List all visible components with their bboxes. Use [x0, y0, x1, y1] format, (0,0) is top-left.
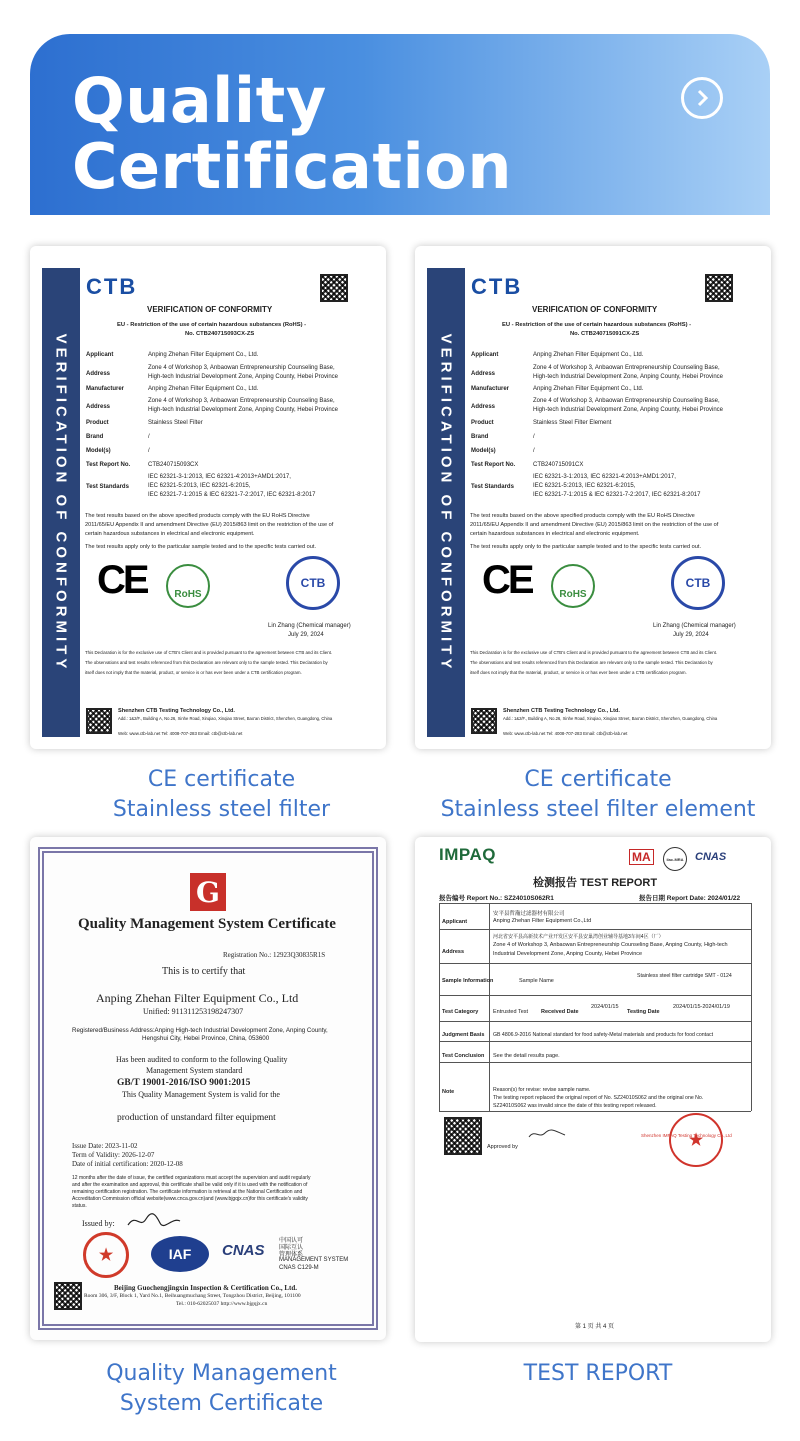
cnas-chinese-1: 中国认可 — [279, 1238, 304, 1244]
valid-for: This Quality Management System is valid for the — [122, 1090, 280, 1099]
doc-number: No. CTB240715093CX-ZS — [185, 331, 255, 337]
ce-certificate-card-2[interactable] — [415, 246, 771, 749]
address-line-2: Industrial Development Zone, Anping County, Hebei Province — [493, 951, 643, 957]
applicant-value: Anping Zhehan Filter Equipment Co., Ltd. — [533, 352, 644, 358]
applicant-value: Anping Zhehan Filter Equipment Co., Ltd. — [148, 352, 259, 358]
doc-number: No. CTB240715091CX-ZS — [570, 331, 640, 337]
product-label: Product — [471, 420, 494, 426]
banner-title — [72, 64, 512, 203]
certification-logo-icon: G — [190, 873, 226, 911]
report-seal-icon: ★ — [669, 1113, 723, 1167]
side-banner — [427, 268, 465, 737]
applicant-label: Applicant — [442, 919, 468, 925]
address-line-1: Zone 4 of Workshop 3, Anbaowan Entrepreneurship Counseling Base, — [148, 398, 335, 404]
qr-code-icon — [444, 1117, 482, 1155]
manufacturer-label: Manufacturer — [86, 386, 125, 392]
ctb-logo: CTB — [86, 274, 138, 299]
address-label: Address — [442, 949, 465, 955]
received-label: Received Date — [541, 1009, 579, 1015]
manufacturer-value: Anping Zhehan Filter Equipment Co., Ltd. — [533, 386, 644, 392]
qr-code-icon — [705, 274, 733, 302]
ilac-mra-badge-icon: ilac-MRA — [663, 847, 687, 871]
red-seal-icon: ★ — [83, 1232, 129, 1278]
model-value: / — [533, 448, 535, 454]
result-line-2: 2011/65/EU Appendix II and amendment Directive (EU) 2015/863 limit on the restriction of the use of — [470, 522, 719, 528]
ce-caption-2 — [413, 765, 783, 825]
table-row-divider — [439, 903, 751, 904]
applicant-value: Anping Zhehan Filter Equipment Co.,Ltd — [493, 918, 592, 924]
standards-line-1: IEC 62321-3-1:2013, IEC 62321-4:2013+AMD1:2017, — [148, 474, 291, 480]
standards-line-2: IEC 62321-5:2013, IEC 62321-6:2015, — [533, 483, 636, 489]
seal-caption: Shenzhen IMPAQ Testing Technology Co.,Ltd — [641, 1133, 732, 1138]
side-banner-text: VERIFICATION OF CONFORMITY — [52, 333, 70, 672]
unified-code: Unified: 911311253198247307 — [143, 1007, 244, 1016]
brand-label: Brand — [86, 434, 104, 440]
chevron-right-circle-icon[interactable] — [681, 77, 723, 119]
address-line-1: Zone 4 of Workshop 3, Anbaowan Entrepreneurship Counseling Base, — [148, 365, 335, 371]
qr-code-icon — [320, 274, 348, 302]
page-number: 第 1 页 共 4 页 — [575, 1324, 615, 1330]
iaf-logo-icon: IAF — [151, 1236, 209, 1272]
signature-icon — [527, 1127, 567, 1141]
table-row-divider — [439, 1041, 751, 1042]
report-label: Test Report No. — [86, 462, 131, 468]
side-banner-text: VERIFICATION OF CONFORMITY — [437, 333, 455, 672]
table-row-divider — [439, 995, 751, 996]
ctb-logo: CTB — [471, 274, 523, 299]
declaration-line-2: The observations and test results referenced from this Declaration are relevant only to the sample tested. This Declaration by — [85, 660, 328, 665]
address-line-1: Zone 4 of Workshop 3, Anbaowan Entrepreneurship Counseling Base, Anping County, High-tech — [493, 942, 728, 948]
address-line-2: High-tech Industrial Development Zone, Anping County, Hebei Province — [148, 374, 338, 380]
issue-date: Issue Date: 2023-11-02 — [72, 1142, 138, 1150]
report-date: 报告日期 Report Date: 2024/01/22 — [639, 895, 741, 902]
banner-title-line-1: Quality — [72, 64, 327, 137]
standards-label: Test Standards — [471, 484, 514, 490]
table-column-divider — [751, 903, 752, 1111]
quality-certification-banner — [30, 34, 770, 215]
declaration-line-3: itself does not imply that the material, product, or service is or has ever been under a CTB certification program. — [85, 670, 302, 675]
ce-certificate-card-1[interactable] — [30, 246, 386, 749]
address-label: Address — [471, 404, 496, 410]
cnas-chinese-3: 管理体系 — [279, 1252, 304, 1258]
standards-line-3: IEC 62321-7-1:2015 & IEC 62321-7-2:2017, IEC 62321-8:2017 — [148, 492, 316, 498]
footer-contact: Web: www.ctb-lab.net Tel: 4008-707-283 Email: ctb@ctb-lab.net — [118, 731, 243, 736]
initial-certification: Date of initial certification: 2020-12-08 — [72, 1160, 183, 1168]
declaration-line-1: This Declaration is for the exclusive use of CTB's Client and is provided pursuant to the agreement between CTB and its Client. — [85, 650, 333, 655]
result-line-1: The test results based on the above specified products comply with the EU RoHS Directive — [85, 513, 310, 519]
result-line-3: certain hazardous substances in electrical and electronic equipment. — [85, 531, 255, 537]
product-value: Stainless Steel Filter — [148, 420, 203, 426]
category-value: Entrusted Test — [493, 1009, 529, 1015]
caption-line-2: System Certificate — [119, 1391, 324, 1416]
result-line-4: The test results apply only to the particular sample tested and to the specific tests carried out. — [470, 544, 702, 550]
category-label: Test Category — [442, 1009, 479, 1015]
term-of-validity: Term of Validity: 2026-12-07 — [72, 1151, 155, 1159]
qms-certificate-card[interactable] — [30, 837, 386, 1340]
manufacturer-label: Manufacturer — [471, 386, 510, 392]
brand-value: / — [148, 434, 150, 440]
test-report-card[interactable] — [415, 837, 771, 1342]
declaration-line-3: itself does not imply that the material, product, or service is or has ever been under a CTB certification program. — [470, 670, 687, 675]
caption-line-1: Quality Management — [106, 1361, 337, 1386]
report-value: CTB240715091CX — [533, 462, 584, 468]
standard: GB/T 19001-2016/ISO 9001:2015 — [117, 1078, 251, 1088]
note-line-3: SZ24010S062 was invalid since the date of this testing report released. — [493, 1103, 657, 1109]
note-line-2: The testing report replaced the original report of No. SZ24010S062 and the original one No. — [493, 1095, 704, 1101]
standards-line-1: IEC 62321-3-1:2013, IEC 62321-4:2013+AMD1:2017, — [533, 474, 676, 480]
basis-label: Judgment Basis — [442, 1032, 485, 1038]
cnas-logo-icon: CNAS — [222, 1242, 265, 1259]
ctb-seal-icon: CTB — [671, 556, 725, 610]
declaration-line-1: This Declaration is for the exclusive use of CTB's Client and is provided pursuant to the agreement between CTB and its Client. — [470, 650, 718, 655]
cnas-chinese-2: 国际互认 — [279, 1245, 304, 1251]
applicant-label: Applicant — [86, 352, 114, 358]
table-row-divider — [439, 1021, 751, 1022]
report-value: CTB240715093CX — [148, 462, 199, 468]
report-label: Test Report No. — [471, 462, 516, 468]
note-line-3: remaining certification registration. The certificate information is retrieval at the National Certification and — [72, 1189, 303, 1195]
caption-line-2: Stainless steel filter element — [440, 797, 756, 822]
product-label: Product — [86, 420, 109, 426]
signer: Lin Zhang (Chemical manager) — [268, 623, 351, 629]
standards-line-3: IEC 62321-7-1:2015 & IEC 62321-7-2:2017, IEC 62321-8:2017 — [533, 492, 701, 498]
address-line-2: Hengshui City, Hebei Province, China, 053600 — [142, 1035, 270, 1042]
report-title: 检测报告 TEST REPORT — [533, 877, 658, 889]
conclusion-label: Test Conclusion — [442, 1053, 485, 1059]
registration-number: Registration No.: 12923Q30835R1S — [223, 951, 326, 959]
note-line-1: Reason(s) for revise: revise sample name. — [493, 1087, 591, 1093]
doc-heading: VERIFICATION OF CONFORMITY — [147, 305, 273, 314]
manufacturer-value: Anping Zhehan Filter Equipment Co., Ltd. — [148, 386, 259, 392]
address-label: Address — [86, 371, 111, 377]
address-cn: 河北省安平县高新技术产业开发区安平县安巢湾创业辅导基地3车间4区（厂） — [493, 934, 664, 940]
footer-contact: Web: www.ctb-lab.net Tel: 4008-707-283 Email: ctb@ctb-lab.net — [503, 731, 628, 736]
address-line-2: High-tech Industrial Development Zone, Anping County, Hebei Province — [148, 407, 338, 413]
approved-by: Approved by — [487, 1144, 518, 1150]
result-line-2: 2011/65/EU Appendix II and amendment Directive (EU) 2015/863 limit on the restriction of the use of — [85, 522, 334, 528]
ctb-seal-icon: CTB — [286, 556, 340, 610]
sample-label: Sample Information — [442, 978, 494, 984]
table-column-divider — [489, 903, 490, 1111]
cnas-management: MANAGEMENT SYSTEM — [279, 1257, 349, 1263]
testing-label: Testing Date — [627, 1009, 660, 1015]
issuer-address: Room 306, 3/F, Block 1, Yard No.1, Beihuangmuchang Street, Tongzhou District, Beijing, 101100 — [84, 1293, 301, 1299]
qms-title: Quality Management System Certificate — [78, 916, 336, 932]
product-value: Stainless Steel Filter Element — [533, 420, 612, 426]
standards-label: Test Standards — [86, 484, 129, 490]
rohs-mark-icon: RoHS — [551, 564, 595, 608]
qr-code-icon — [54, 1282, 82, 1310]
table-row-divider — [439, 963, 751, 964]
caption-line-1: TEST REPORT — [523, 1361, 673, 1386]
address-line-2: High-tech Industrial Development Zone, Anping County, Hebei Province — [533, 374, 723, 380]
applicant-label: Applicant — [471, 352, 499, 358]
applicant-cn: 安平县哲瀚过滤器材有限公司 — [493, 911, 565, 917]
issuer-contact: Tel.: 010-62025037 http://www.bjgqjx.cn — [176, 1301, 268, 1307]
test-report-caption — [413, 1359, 783, 1389]
table-row-divider — [439, 1062, 751, 1063]
caption-line-1: CE certificate — [147, 767, 296, 792]
footer-company: Shenzhen CTB Testing Technology Co., Ltd. — [118, 708, 235, 714]
footer-company: Shenzhen CTB Testing Technology Co., Ltd. — [503, 708, 620, 714]
brand-value: / — [533, 434, 535, 440]
note-line-4: Accreditation Commission official website(www.cnca.gov.cn)and (www.bjgqjx.cn)for this certificate's validity — [72, 1196, 308, 1202]
note-line-1: 12 months after the date of issue, the certified organizations must accept the supervision and audit regularly — [72, 1175, 311, 1181]
brand-label: Brand — [471, 434, 489, 440]
received-value: 2024/01/15 — [591, 1004, 619, 1010]
qr-code-icon — [471, 708, 497, 734]
side-banner — [42, 268, 80, 737]
signer: Lin Zhang (Chemical manager) — [653, 623, 736, 629]
cnas-badge-icon: CNAS — [695, 851, 727, 863]
sign-date: July 29, 2024 — [288, 632, 324, 638]
cnas-number: CNAS C129-M — [279, 1265, 319, 1271]
note-line-2: and after the examination and approval, this certificate shall be valid only if it is used with the notification of — [72, 1182, 308, 1188]
doc-subheading: EU - Restriction of the use of certain hazardous substances (RoHS) - — [117, 322, 307, 328]
standards-line-2: IEC 62321-5:2013, IEC 62321-6:2015, — [148, 483, 251, 489]
ma-badge-icon: MA — [629, 849, 654, 865]
signature-icon — [126, 1211, 182, 1231]
address-line-2: High-tech Industrial Development Zone, Anping County, Hebei Province — [533, 407, 723, 413]
result-line-4: The test results apply only to the particular sample tested and to the specific tests carried out. — [85, 544, 317, 550]
sample-name: Sample Name — [519, 978, 554, 984]
audited-line-2: Management System standard — [146, 1066, 243, 1075]
testing-value: 2024/01/15-2024/01/19 — [673, 1004, 730, 1010]
footer-address: Add.: 1&2/F., Building A, No.26, Xinhe Road, Xinqiao, Xinqiao Street, Bao'an District, Shenzhen, Guangdong, China — [503, 716, 718, 721]
audited-line-1: Has been audited to conform to the following Quality — [116, 1055, 288, 1064]
address-label: Address — [86, 404, 111, 410]
basis-value: GB 4806.9-2016 National standard for food safety-Metal materials and products for food contact — [493, 1032, 714, 1038]
note-line-5: status. — [72, 1203, 87, 1209]
company-name: Anping Zhehan Filter Equipment Co., Ltd — [96, 991, 299, 1005]
address-line-1: Registered/Business Address:Anping High-tech Industrial Development Zone, Anping County, — [72, 1027, 328, 1034]
caption-line-1: CE certificate — [524, 767, 672, 792]
table-column-divider — [439, 903, 440, 1111]
ce-mark-icon: CE — [97, 558, 147, 602]
report-number: 报告编号 Report No.: SZ24010S062R1 — [439, 895, 554, 902]
address-line-1: Zone 4 of Workshop 3, Anbaowan Entrepreneurship Counseling Base, — [533, 398, 720, 404]
model-label: Model(s) — [86, 448, 111, 454]
doc-subheading: EU - Restriction of the use of certain hazardous substances (RoHS) - — [502, 322, 692, 328]
ce-mark-icon: CE — [482, 558, 532, 602]
doc-heading: VERIFICATION OF CONFORMITY — [532, 305, 658, 314]
model-value: / — [148, 448, 150, 454]
issuer-company: Beijing Guochengjingxin Inspection & Certification Co., Ltd. — [114, 1284, 297, 1292]
ce-certificate-document — [427, 268, 759, 737]
qms-caption — [30, 1359, 413, 1419]
table-row-divider — [439, 929, 751, 930]
ce-caption-1 — [30, 765, 413, 825]
result-line-1: The test results based on the above specified products comply with the EU RoHS Directive — [470, 513, 695, 519]
address-line-1: Zone 4 of Workshop 3, Anbaowan Entrepreneurship Counseling Base, — [533, 365, 720, 371]
sign-date: July 29, 2024 — [673, 632, 709, 638]
caption-line-2: Stainless steel filter — [112, 797, 331, 822]
qr-code-icon — [86, 708, 112, 734]
note-label: Note — [442, 1089, 455, 1095]
address-label: Address — [471, 371, 496, 377]
ce-certificate-document — [42, 268, 374, 737]
impaq-logo: IMPAQ — [439, 845, 496, 864]
result-line-3: certain hazardous substances in electrical and electronic equipment. — [470, 531, 640, 537]
footer-address: Add.: 1&2/F., Building A, No.26, Xinhe Road, Xinqiao, Xinqiao Street, Bao'an District, Shenzhen, Guangdong, China — [118, 716, 333, 721]
rohs-mark-icon: RoHS — [166, 564, 210, 608]
declaration-line-2: The observations and test results referenced from this Declaration are relevant only to the sample tested. This Declaration by — [470, 660, 713, 665]
model-label: Model(s) — [471, 448, 496, 454]
scope: production of unstandard filter equipment — [117, 1113, 276, 1123]
conclusion-value: See the detail results page. — [493, 1053, 560, 1059]
banner-title-line-2: Certification — [72, 130, 512, 203]
sample-description: Stainless steel filter cartridge SMT - 0124 — [637, 973, 732, 979]
table-row-divider — [439, 1111, 751, 1112]
certify-line: This is to certify that — [162, 966, 246, 977]
issued-by: Issued by: — [82, 1219, 115, 1228]
